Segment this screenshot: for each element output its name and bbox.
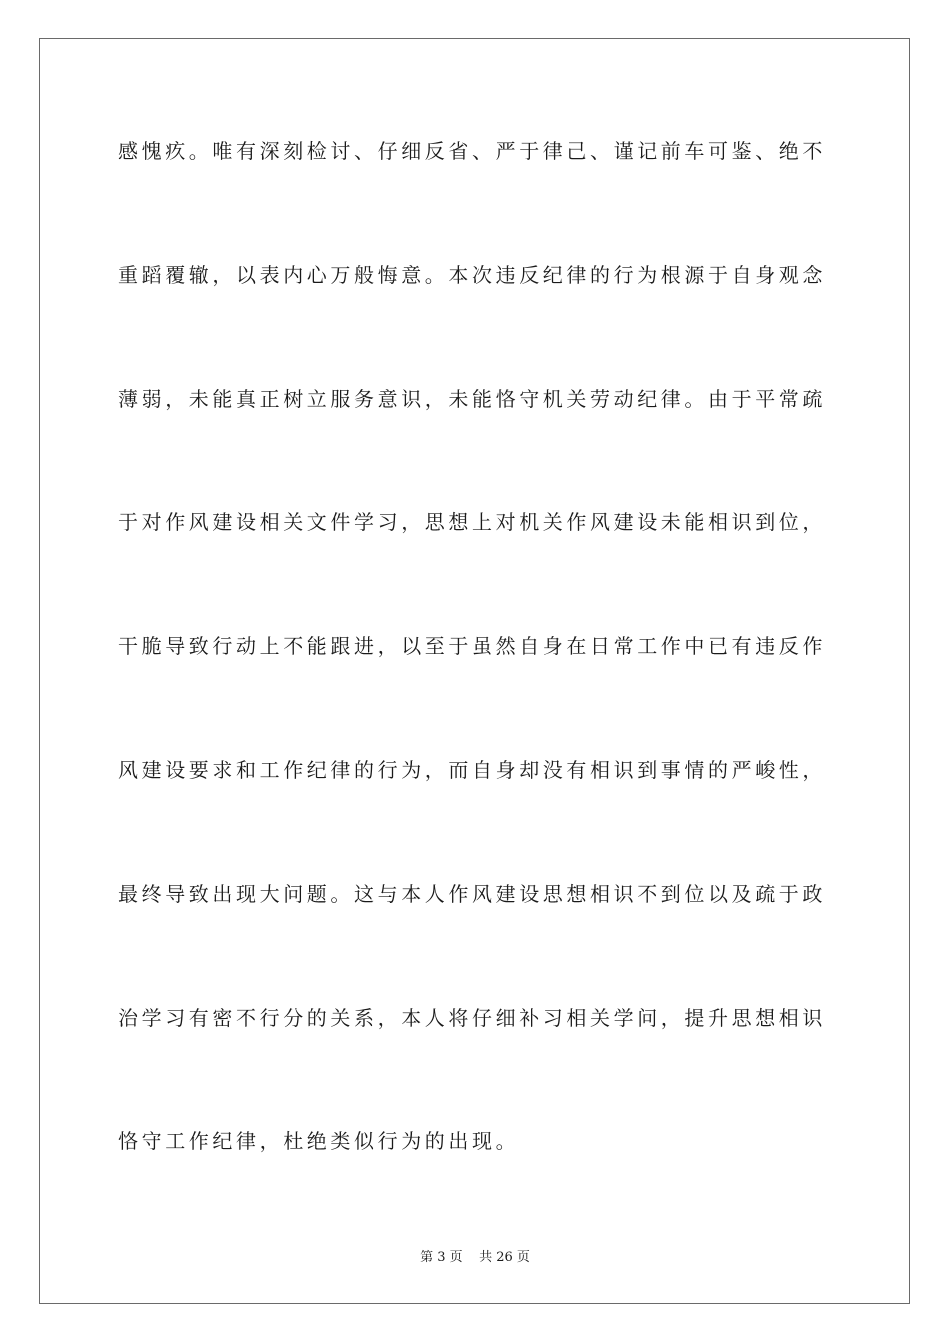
text-line: 感愧疚。唯有深刻检讨、仔细反省、严于律己、谨记前车可鉴、绝不 [118, 139, 826, 163]
text-line: 重蹈覆辙，以表内心万般悔意。本次违反纪律的行为根源于自身观念 [118, 262, 826, 287]
text-line: 治学习有密不行分的关系，本人将仔细补习相关学问，提升思想相识 [118, 1005, 826, 1030]
text-line: 于对作风建设相关文件学习，思想上对机关作风建设未能相识到位， [118, 510, 826, 535]
text-line: 最终导致出现大问题。这与本人作风建设思想相识不到位以及疏于政 [118, 881, 826, 906]
text-line: 薄弱，未能真正树立服务意识，未能恪守机关劳动纪律。由于平常疏 [118, 386, 826, 411]
document-body [118, 127, 838, 1241]
text-line: 风建设要求和工作纪律的行为，而自身却没有相识到事情的严峻性， [118, 757, 826, 782]
text-line: 恪守工作纪律，杜绝类似行为的出现。 [118, 1129, 520, 1154]
page-number-footer: 第 3 页 共 26 页 [420, 1250, 530, 1265]
text-line: 干脆导致行动上不能跟进，以至于虽然自身在日常工作中已有违反作 [118, 634, 826, 659]
